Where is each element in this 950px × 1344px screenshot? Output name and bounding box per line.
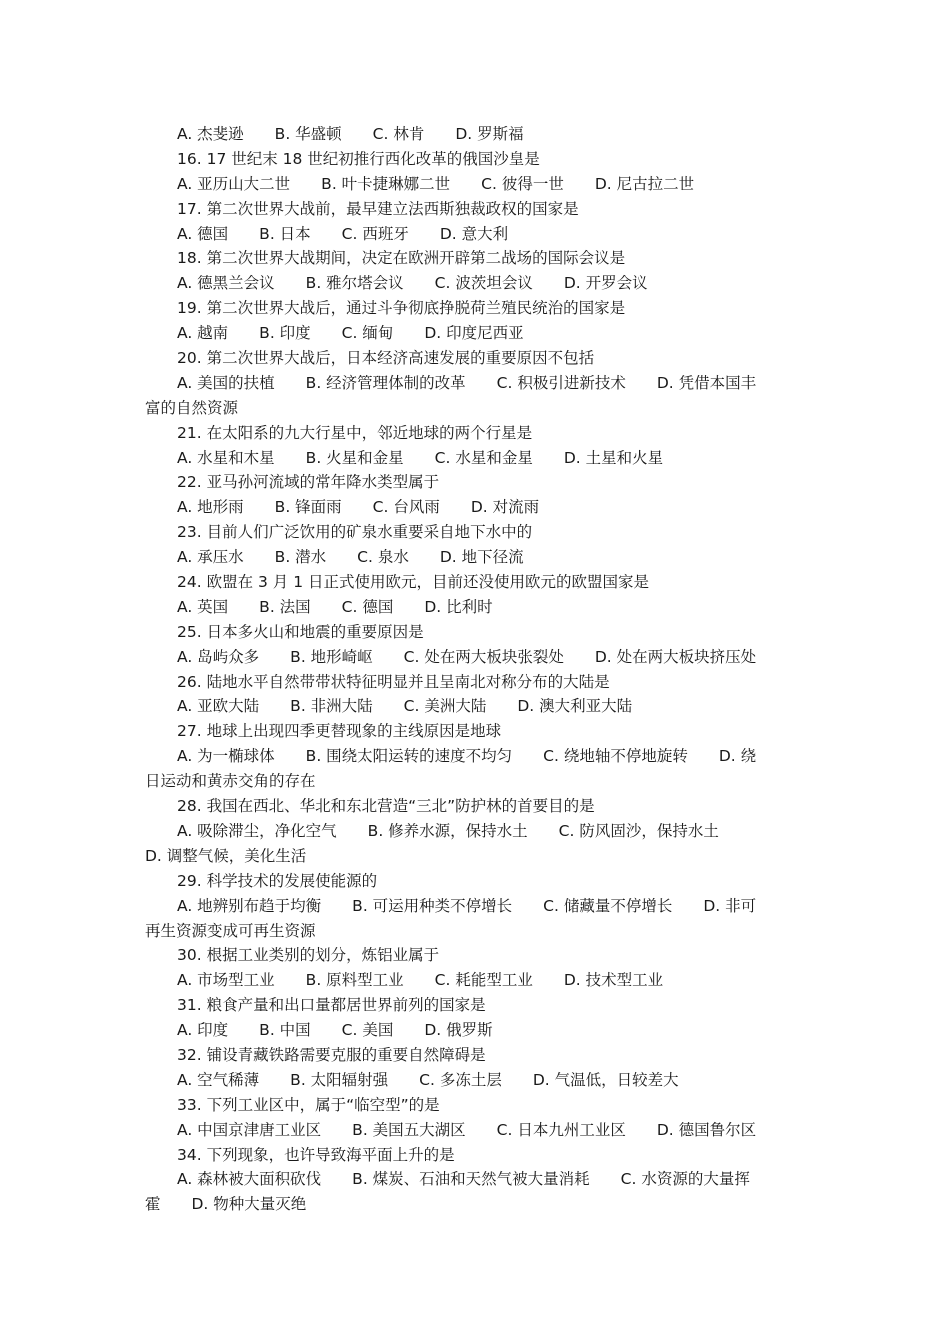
- document-body: [145, 122, 805, 1217]
- text-line: A. 中国京津唐工业区 B. 美国五大湖区 C. 日本九州工业区 D. 德国鲁尔区: [177, 1120, 757, 1139]
- text-line: 22. 亚马孙河流域的常年降水类型属于: [177, 473, 440, 492]
- text-line: 19. 第二次世界大战后，通过斗争彻底挣脱荷兰殖民统治的国家是: [177, 299, 626, 318]
- text-line: 21. 在太阳系的九大行星中，邻近地球的两个行星是: [177, 423, 533, 442]
- text-line: A. 杰斐逊 B. 华盛顿 C. 林肯 D. 罗斯福: [177, 125, 524, 143]
- text-line: 富的自然资源: [145, 398, 239, 417]
- text-line: A. 为一椭球体 B. 围绕太阳运转的速度不均匀 C. 绕地轴不停地旋转 D. 绕: [177, 747, 757, 766]
- text-line: 日运动和黄赤交角的存在: [145, 772, 316, 791]
- text-line: A. 印度 B. 中国 C. 美国 D. 俄罗斯: [177, 1021, 493, 1040]
- text-line: A. 美国的扶植 B. 经济管理体制的改革 C. 积极引进新技术 D. 凭借本国丰: [177, 373, 757, 392]
- text-line: A. 承压水 B. 潜水 C. 泉水 D. 地下径流: [177, 548, 524, 567]
- text-line: 34. 下列现象，也许导致海平面上升的是: [177, 1145, 455, 1164]
- text-line: 25. 日本多火山和地震的重要原因是: [177, 622, 424, 641]
- text-line: 16. 17 世纪末 18 世纪初推行西化改革的俄国沙皇是: [177, 149, 540, 168]
- text-line: 32. 铺设青藏铁路需要克服的重要自然障碍是: [177, 1045, 486, 1064]
- text-line: A. 空气稀薄 B. 太阳辐射强 C. 多冻土层 D. 气温低，日较差大: [177, 1070, 679, 1089]
- text-line: 24. 欧盟在 3 月 1 日正式使用欧元，目前还没使用欧元的欧盟国家是: [177, 573, 650, 592]
- text-line: 29. 科学技术的发展使能源的: [177, 871, 378, 890]
- text-line: A. 地形雨 B. 锋面雨 C. 台风雨 D. 对流雨: [177, 498, 540, 517]
- text-line: A. 岛屿众多 B. 地形崎岖 C. 处在两大板块张裂处 D. 处在两大板块挤压处: [177, 647, 757, 666]
- text-line: 30. 根据工业类别的划分，炼铝业属于: [177, 946, 440, 965]
- text-line: 31. 粮食产量和出口量都居世界前列的国家是: [177, 996, 486, 1015]
- text-line: 再生资源变成可再生资源: [145, 921, 316, 940]
- text-line: A. 地辨别布趋于均衡 B. 可运用种类不停增长 C. 储藏量不停增长 D. 非可: [177, 896, 757, 915]
- text-line: 26. 陆地水平自然带带状特征明显并且呈南北对称分布的大陆是: [177, 672, 610, 691]
- text-line: A. 德黑兰会议 B. 雅尔塔会议 C. 波茨坦会议 D. 开罗会议: [177, 274, 648, 293]
- text-line: 23. 目前人们广泛饮用的矿泉水重要采自地下水中的: [177, 523, 533, 542]
- text-line: A. 吸除滞尘，净化空气 B. 修养水源，保持水土 C. 防风固沙，保持水土: [177, 821, 719, 840]
- text-line: 33. 下列工业区中，属于“临空型”的是: [177, 1095, 440, 1114]
- text-line: A. 英国 B. 法国 C. 德国 D. 比利时: [177, 597, 493, 616]
- text-line: D. 调整气候，美化生活: [145, 846, 307, 865]
- text-line: A. 越南 B. 印度 C. 缅甸 D. 印度尼西亚: [177, 324, 524, 343]
- text-line: 20. 第二次世界大战后，日本经济高速发展的重要原因不包括: [177, 349, 595, 368]
- text-line: A. 森林被大面积砍伐 B. 煤炭、石油和天然气被大量消耗 C. 水资源的大量挥: [177, 1170, 750, 1189]
- text-line: A. 市场型工业 B. 原料型工业 C. 耗能型工业 D. 技术型工业: [177, 971, 664, 990]
- text-line: A. 亚欧大陆 B. 非洲大陆 C. 美洲大陆 D. 澳大利亚大陆: [177, 697, 633, 716]
- text-line: 28. 我国在西北、华北和东北营造“三北”防护林的首要目的是: [177, 797, 595, 816]
- text-line: 霍 D. 物种大量灭绝: [145, 1195, 307, 1214]
- text-line: A. 亚历山大二世 B. 叶卡捷琳娜二世 C. 彼得一世 D. 尼古拉二世: [177, 174, 695, 193]
- text-line: 18. 第二次世界大战期间，决定在欧洲开辟第二战场的国际会议是: [177, 249, 626, 268]
- text-line: 17. 第二次世界大战前，最早建立法西斯独裁政权的国家是: [177, 199, 579, 218]
- text-line: A. 德国 B. 日本 C. 西班牙 D. 意大利: [177, 224, 509, 243]
- text-line: A. 水星和木星 B. 火星和金星 C. 水星和金星 D. 土星和火星: [177, 448, 664, 467]
- text-line: 27. 地球上出现四季更替现象的主线原因是地球: [177, 722, 502, 741]
